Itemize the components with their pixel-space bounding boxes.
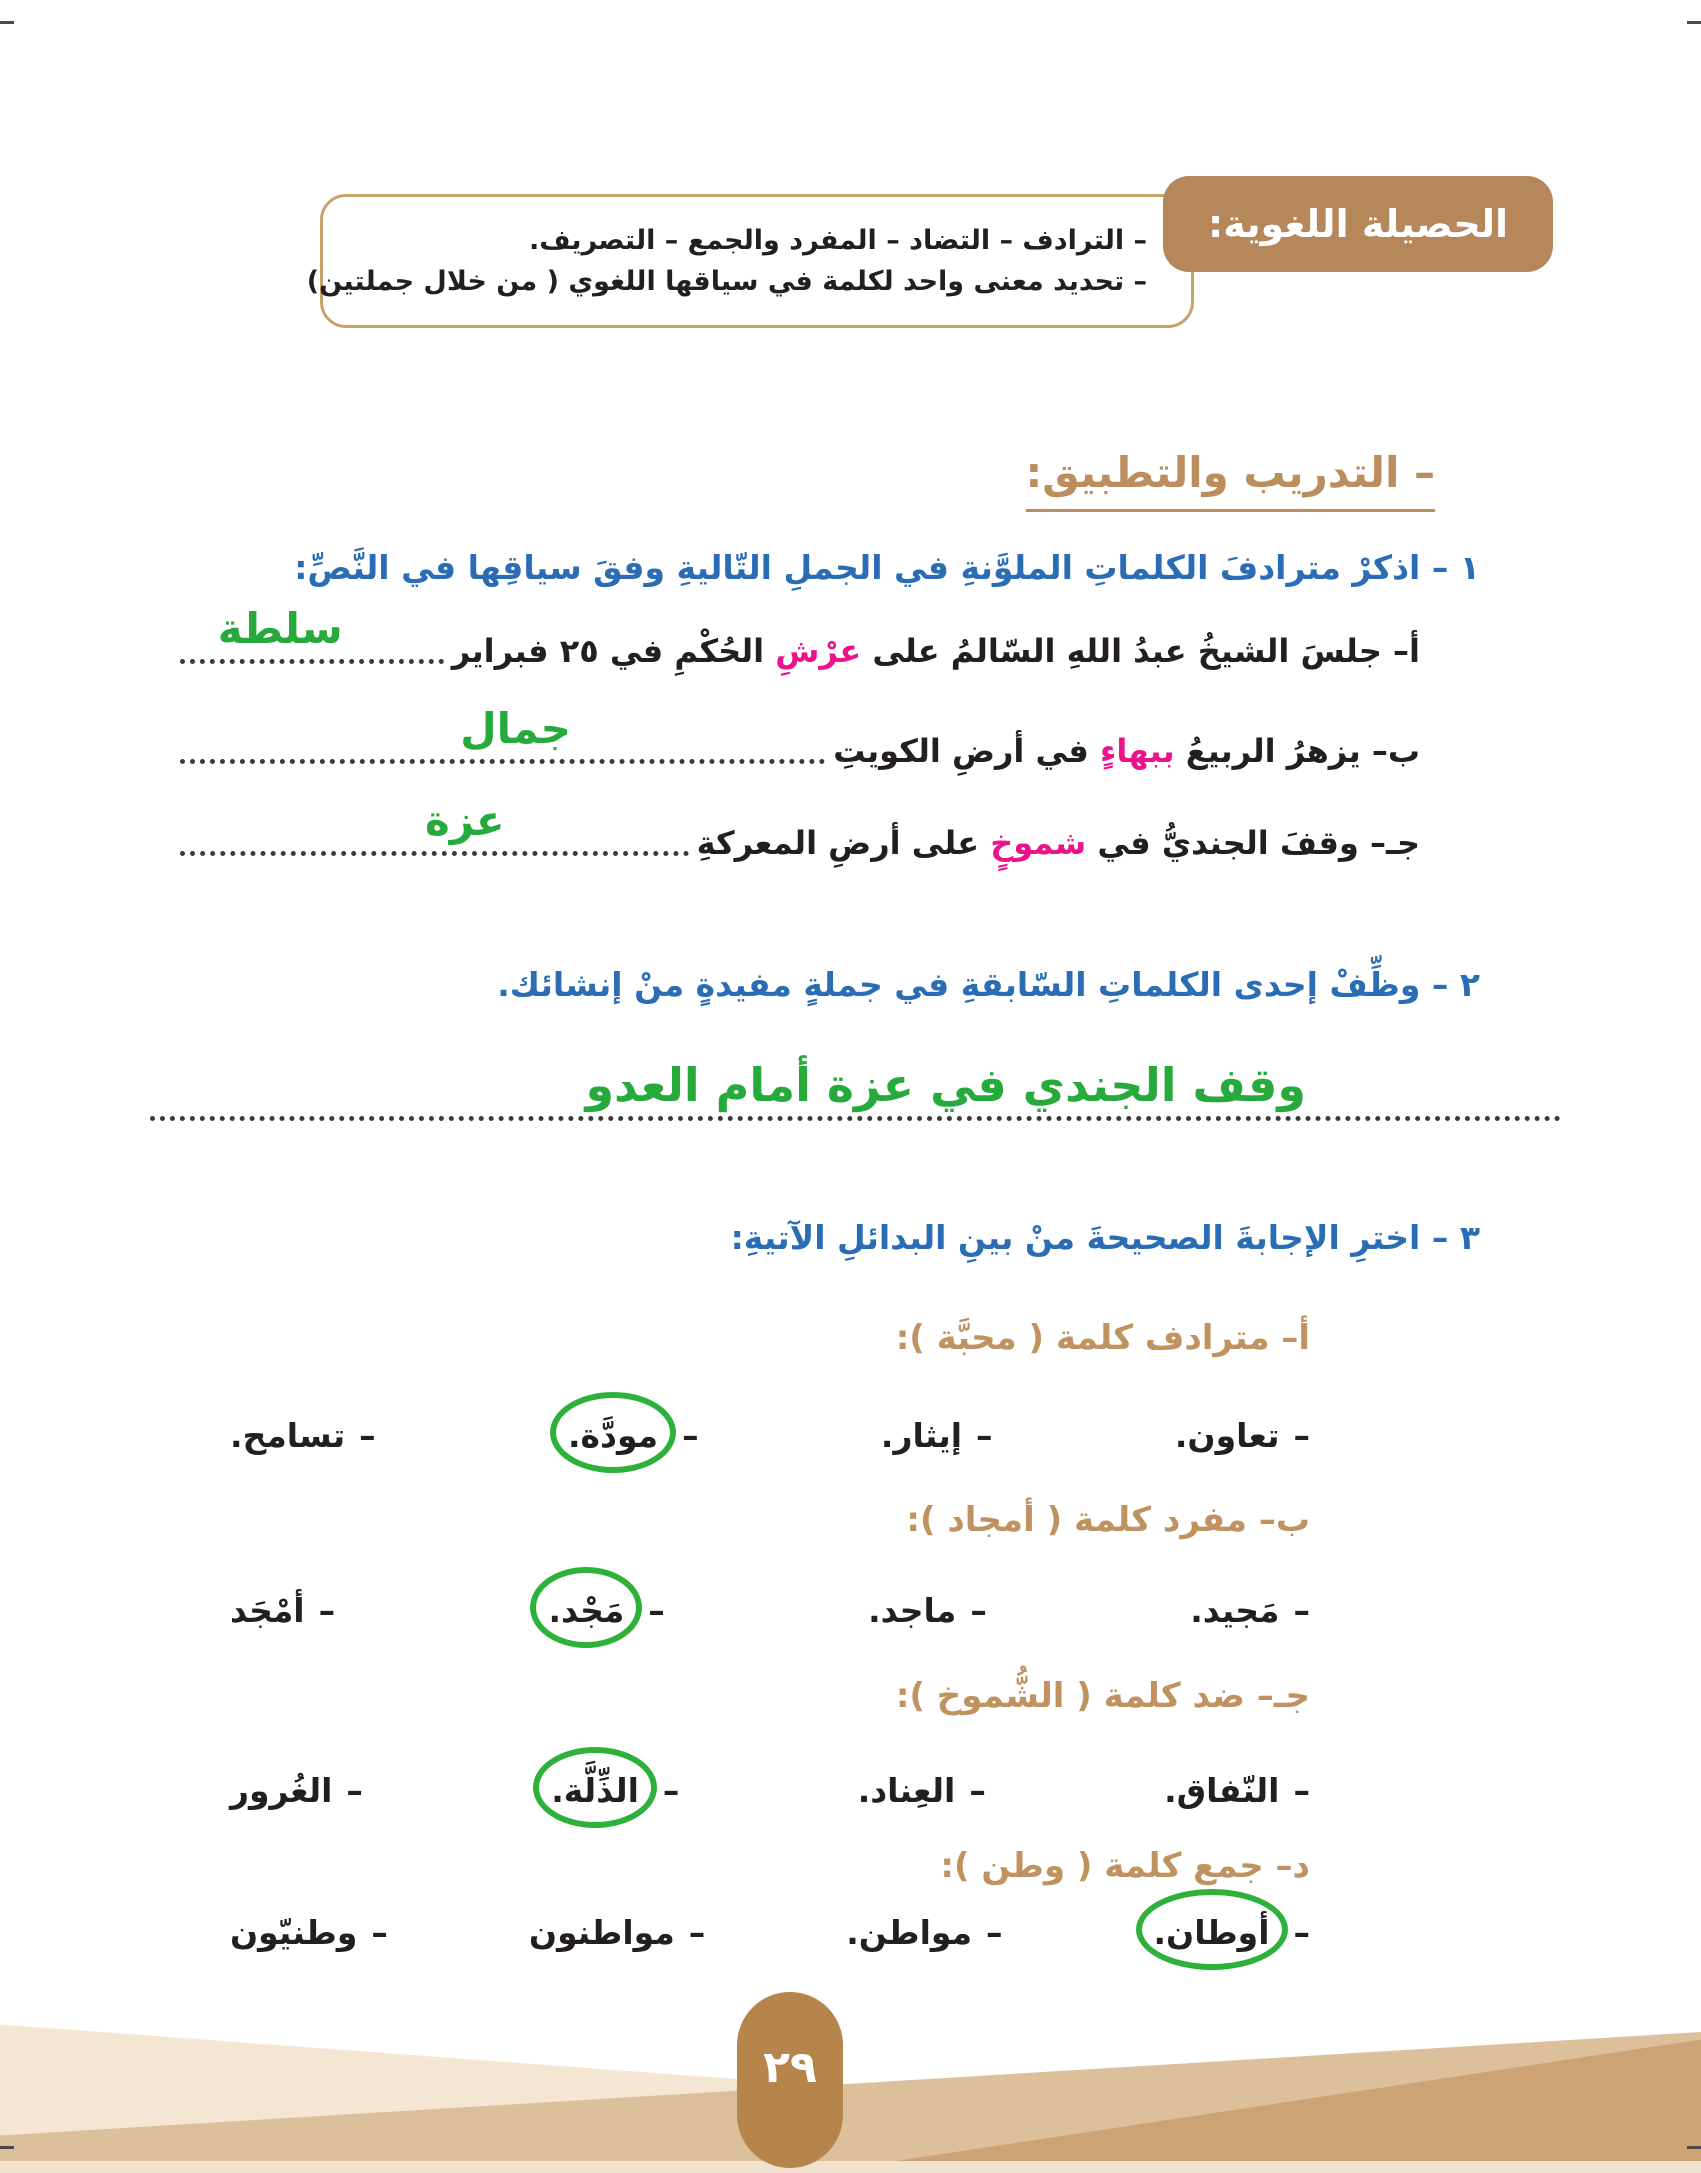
option-word: ماجد. [868,1591,957,1630]
option-item [230,1771,363,1810]
option-item [858,1771,986,1810]
question-2-prompt: ٢ – وظِّفْ إحدى الكلماتِ السّابقةِ في جملةٍ مفيدةٍ منْ إنشائك. [497,965,1480,1004]
option-word: مَجيد. [1190,1591,1280,1630]
answer-blank-line [180,796,689,856]
option-dash: – [682,1416,699,1455]
highlighted-word: عرْشِ [775,632,862,671]
option-dash: – [371,1913,388,1952]
q1-sentence-b [833,729,1420,774]
q1-sentence-c [697,821,1420,866]
q3-sub-heading-d: د– جمع كلمة ( وطن ): [940,1846,1310,1886]
sentence-after: الحُكْمِ في ٢٥ فبراير [451,632,765,671]
question-3-prompt: ٣ – اخترِ الإجابةَ الصحيحةَ منْ بينِ البدائلِ الآتيةِ: [730,1218,1480,1257]
option-item [1175,1416,1310,1455]
sentence-after: في أرضِ الكويتِ [833,732,1089,771]
option-dash: – [976,1416,993,1455]
option-word: تسامح. [230,1416,346,1455]
option-item [881,1416,993,1455]
item-label: جـ– [1370,824,1420,863]
option-word: العِناد. [857,1771,956,1810]
header-tab-label: الحصيلة اللغوية: [1208,202,1509,246]
q1-sentence-row-a [180,600,1420,674]
q1-sentence-a [452,629,1420,674]
option-dash: – [688,1913,706,1952]
item-label: ب– [1371,732,1420,771]
option-dash: – [662,1771,680,1810]
option-dash: – [318,1591,336,1630]
option-item [230,1416,376,1455]
section-heading: – التدريب والتطبيق: [1026,448,1436,512]
sentence-after: على أرضِ المعركةِ [696,824,980,863]
objective-line: – تحديد معنى واحد لكلمة في سياقها اللغوي ( من خلال جملتين) [306,266,1147,297]
option-item [868,1591,987,1630]
option-word: الغُرور [230,1771,333,1810]
option-dash: – [1293,1771,1310,1810]
option-item [558,1410,699,1461]
option-dash: – [359,1416,376,1455]
sentence-before: جلسَ الشيخُ عبدُ اللهِ السّالمُ على [872,632,1382,671]
crop-mark [0,2146,14,2149]
option-item [230,1913,388,1952]
page-number-pill [737,1992,843,2168]
correct-option-circle: أوطان. [1136,1889,1288,1970]
option-dash: – [1293,1591,1310,1630]
option-dash: – [648,1591,665,1630]
question-1-prompt: ١ – اذكرْ مترادفَ الكلماتِ الملوَّنةِ في الجملِ التّاليةِ وفقَ سياقِها في النَّصِّ: [294,548,1480,587]
option-word: إيثار. [880,1416,963,1455]
option-item [538,1585,664,1636]
q3-sub-heading-c: جـ– ضد كلمة ( الشُّموخ ): [895,1676,1310,1716]
option-word: تعاون. [1174,1416,1280,1455]
deco-bottom-strip [0,2161,1701,2173]
sentence-before: يزهرُ الربيعُ [1185,732,1361,771]
option-item [529,1913,705,1952]
q1-sentence-row-b [180,700,1420,774]
handwritten-answer: جمال [460,704,571,753]
option-word: أمْجَد [230,1591,305,1630]
option-item [846,1913,1002,1952]
page-number: ٢٩ [763,2041,817,2093]
correct-option-circle: الذِّلَّة. [533,1747,657,1828]
correct-option-circle: مَجْد. [530,1567,642,1648]
option-dash: – [1293,1416,1310,1455]
q3-options-row-c [230,1743,1310,1838]
option-word: وطنيّون [230,1913,358,1952]
header-tab [1163,176,1553,272]
q3-options-row-b [230,1563,1310,1658]
highlighted-word: شموخٍ [990,824,1087,863]
option-item [1144,1907,1311,1958]
sentence-before: وقفَ الجنديُّ في [1097,824,1359,863]
crop-mark [1687,21,1701,24]
option-dash: – [970,1591,987,1630]
correct-option-circle: مودَّة. [550,1392,676,1473]
q1-sentence-row-c [180,792,1420,866]
handwritten-answer: عزة [425,796,505,845]
option-item [1190,1591,1310,1630]
option-dash: – [1293,1913,1310,1952]
answer-blank-line [180,604,444,664]
option-item [230,1591,335,1630]
highlighted-word: ببهاءٍ [1100,732,1175,771]
q3-options-row-d [230,1885,1310,1980]
crop-mark [0,21,14,24]
item-label: أ– [1393,632,1420,671]
option-item [1164,1771,1310,1810]
header-objectives-box [306,194,1194,328]
handwritten-answer: سلطة [217,604,343,653]
answer-blank-line [180,704,825,764]
objective-line: – الترادف – التضاد – المفرد والجمع – التصريف. [528,225,1147,256]
crop-mark [1687,2146,1701,2149]
q3-options-row-a [230,1388,1310,1483]
option-dash: – [986,1913,1003,1952]
option-dash: – [969,1771,986,1810]
q3-sub-heading-b: ب– مفرد كلمة ( أمجاد ): [906,1500,1310,1540]
option-item [541,1765,679,1816]
option-word: النّفاق. [1164,1771,1280,1810]
q2-answer-line [150,1022,1561,1121]
option-word: مواطنون [528,1913,675,1952]
bottom-decoration [0,2023,1701,2173]
q3-sub-heading-a: أ– مترادف كلمة ( محبَّة ): [895,1318,1310,1358]
q2-handwritten-answer: وقف الجندي في عزة أمام العدو [585,1058,1306,1112]
option-word: مواطن. [846,1913,972,1952]
option-dash: – [346,1771,363,1810]
